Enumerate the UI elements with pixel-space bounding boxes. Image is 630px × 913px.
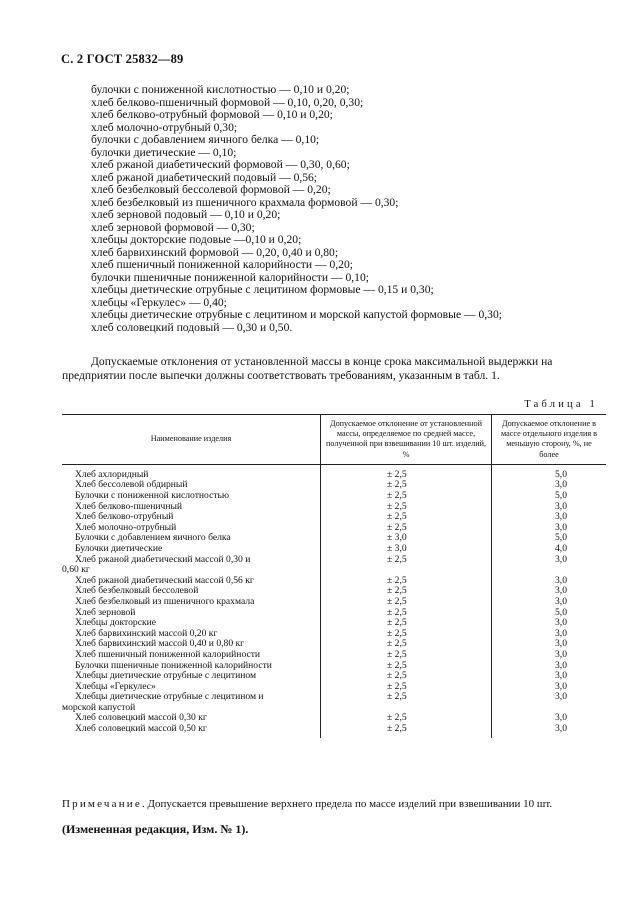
table-row xyxy=(62,597,606,608)
row-deviation-avg: ± 2,5 xyxy=(321,692,492,713)
list-item: хлеб ржаной диабетический подовый — 0,56; xyxy=(91,170,318,184)
row-deviation-avg: ± 2,5 xyxy=(321,491,492,502)
table-row xyxy=(62,464,606,480)
list-item: булочки пшеничные пониженной калорийности — 0,10; xyxy=(91,270,369,284)
table-note xyxy=(62,798,552,810)
row-deviation-single: 3,0 xyxy=(555,627,567,639)
row-deviation-single: 5,0 xyxy=(555,468,567,480)
table-row xyxy=(62,724,606,738)
row-deviation-single: 3,0 xyxy=(555,638,567,650)
row-name-text: Хлеб безбелковый бессолевой xyxy=(75,585,199,597)
row-deviation-avg: ± 2,5 xyxy=(321,618,492,629)
list-item: хлеб пшеничный пониженной калорийности — 0,20; xyxy=(91,258,353,271)
row-deviation-single: 3,0 xyxy=(555,500,567,512)
row-deviation-avg: ± 2,5 xyxy=(321,671,492,682)
list-item: хлеб барвихинский формовой — 0,20, 0,40 и 0,80; xyxy=(91,245,339,259)
row-name-text: Хлеб молочно-отрубный xyxy=(75,521,177,533)
row-deviation-avg: ± 2,5 xyxy=(321,555,492,576)
row-deviation-single: 3,0 xyxy=(555,659,567,671)
list-item: хлебцы диетические отрубные с лецитином и морской капустой формовые — 0,30; xyxy=(91,308,502,321)
row-name-text: Хлеб бессолевой обдирный xyxy=(75,479,188,491)
row-name xyxy=(62,555,321,576)
list-item: хлеб зерновой подовый — 0,10 и 0,20; xyxy=(91,208,281,221)
row-deviation-single: 3,0 xyxy=(555,680,567,692)
row-name-text: Хлебцы «Геркулес» xyxy=(75,680,156,692)
list-item: хлеб безбелковый из пшеничного крахмала формовой — 0,30; xyxy=(91,195,399,209)
row-name-continuation: 0,60 кг xyxy=(62,564,90,576)
row-deviation-avg: ± 2,5 xyxy=(321,650,492,661)
note-text: . Допускается превышение верхнего предела по массе изделий при взвешивании 10 шт. xyxy=(141,798,553,810)
row-deviation-single: 3,0 xyxy=(555,648,567,660)
row-deviation-avg: ± 2,5 xyxy=(321,661,492,672)
list-item: хлеб белково-пшеничный формовой — 0,10, 0,20, 0,30; xyxy=(91,95,364,109)
table-row xyxy=(62,692,606,713)
row-name-text: Хлеб барвихинский массой 0,20 кг xyxy=(75,627,218,639)
header-name: Наименование изделия xyxy=(62,415,321,465)
row-deviation-avg: ± 2,5 xyxy=(321,639,492,650)
list-item: булочки диетические — 0,10; xyxy=(91,145,237,159)
row-deviation-single: 3,0 xyxy=(555,553,567,565)
row-deviation-single: 3,0 xyxy=(555,585,567,597)
row-deviation-single: 3,0 xyxy=(555,574,567,586)
row-deviation-single: 5,0 xyxy=(555,490,567,501)
table-header-row xyxy=(62,415,606,465)
row-deviation-avg: ± 2,5 xyxy=(321,597,492,608)
row-deviation-avg: ± 2,5 xyxy=(321,713,492,724)
row-name-text: Хлебцы диетические отрубные с лецитином xyxy=(75,670,257,682)
list-item: хлеб безбелковый бессолевой формовой — 0,20; xyxy=(91,183,331,196)
row-name-text: Булочки с пониженной кислотностью xyxy=(75,490,230,501)
deviation-table xyxy=(62,414,606,738)
row-deviation-single: 5,0 xyxy=(555,532,567,544)
list-item: хлеб соловецкий подовый — 0,30 и 0,50. xyxy=(91,320,293,334)
list-item: булочки с пониженной кислотностью — 0,10 и 0,20; xyxy=(91,83,350,96)
row-deviation-single: 3,0 xyxy=(555,595,567,607)
row-name-text: Хлеб белково-отрубный xyxy=(75,511,174,523)
row-name-text: Булочки с добавлением яичного белка xyxy=(75,532,231,544)
list-item: хлеб ржаной диабетический формовой — 0,30, 0,60; xyxy=(91,158,350,171)
row-name-text: Хлебцы докторские xyxy=(75,617,157,629)
row-deviation-single: 3,0 xyxy=(555,691,567,703)
row-deviation-avg: ± 2,5 xyxy=(321,576,492,587)
row-name-text: Хлеб безбелковый из пшеничного крахмала xyxy=(75,595,255,607)
row-deviation-single: 3,0 xyxy=(555,712,567,724)
list-item: хлеб зерновой формовой — 0,30; xyxy=(91,220,255,234)
row-deviation-avg: ± 3,0 xyxy=(321,544,492,555)
row-name-text: Хлеб зерновой xyxy=(75,606,136,618)
row-deviation-avg: ± 3,0 xyxy=(321,533,492,544)
list-item: хлеб белково-отрубный формовой — 0,10 и 0,20; xyxy=(91,108,333,121)
row-name-continuation: морской капустой xyxy=(62,701,136,713)
page-header: С. 2 ГОСТ 25832—89 xyxy=(61,52,184,66)
row-name-text: Хлеб соловецкий массой 0,50 кг xyxy=(75,723,207,735)
list-item: булочки с добавлением яичного белка — 0,10; xyxy=(91,133,320,146)
row-name-text: Хлеб ржаной диабетический массой 0,30 и xyxy=(75,553,251,565)
row-deviation-avg: ± 2,5 xyxy=(321,480,492,491)
row-deviation-avg: ± 2,5 xyxy=(321,464,492,480)
row-deviation-avg: ± 2,5 xyxy=(321,608,492,619)
deviation-paragraph xyxy=(62,355,602,382)
row-name-text: Хлеб барвихинский массой 0,40 и 0,80 кг xyxy=(75,638,245,650)
table-caption: Таблица 1 xyxy=(524,399,598,410)
row-deviation-avg: ± 2,5 xyxy=(321,502,492,513)
row-deviation-avg: ± 2,5 xyxy=(321,512,492,523)
row-deviation-single: 3,0 xyxy=(555,521,567,533)
header-deviation-single: Допускаемое отклонение в массе отдельного изделия в меньшую сторону, %, не более xyxy=(492,415,607,465)
list-item: хлебцы докторские подовые —0,10 и 0,20; xyxy=(91,233,302,246)
paragraph-line-2: предприятии после выпечки должны соответствовать требованиям, указанным в табл. 1. xyxy=(62,368,500,382)
row-deviation-avg: ± 2,5 xyxy=(321,586,492,597)
list-item: хлебцы диетические отрубные с лецитином формовые — 0,15 и 0,30; xyxy=(91,283,434,296)
table-row xyxy=(62,555,606,576)
list-item: хлебцы «Геркулес» — 0,40; xyxy=(91,295,227,309)
row-name-text: Хлеб пшеничный пониженной калорийности xyxy=(75,648,261,660)
row-name-text: Булочки пшеничные пониженной калорийности xyxy=(75,659,272,671)
row-name-text: Хлеб соловецкий массой 0,30 кг xyxy=(75,712,207,724)
row-name-text: Хлеб белково-пшеничный xyxy=(75,500,183,512)
mass-list xyxy=(62,84,602,334)
row-deviation-avg: ± 2,5 xyxy=(321,629,492,640)
table-body xyxy=(62,464,606,737)
row-deviation-single: 3,0 xyxy=(555,617,567,629)
row-name-text: Хлеб ржаной диабетический массой 0,56 кг xyxy=(75,574,254,586)
paragraph-line-1: Допускаемые отклонения от установленной массы в конце срока максимальной выдержки на xyxy=(91,355,553,368)
row-name-text: Хлеб ахлоридный xyxy=(75,468,149,480)
row-name xyxy=(62,464,321,480)
row-deviation-single: 5,0 xyxy=(555,606,567,618)
row-deviation-avg: ± 2,5 xyxy=(321,523,492,534)
row-deviation-single: 3,0 xyxy=(555,723,567,735)
row-name xyxy=(62,724,321,738)
row-deviation-single: 4,0 xyxy=(555,542,567,554)
row-deviation-single: 3,0 xyxy=(555,511,567,523)
row-deviation-avg: ± 2,5 xyxy=(321,724,492,738)
row-deviation-single: 3,0 xyxy=(555,670,567,682)
row-name xyxy=(62,692,321,713)
note-label: Примечание xyxy=(62,798,142,810)
header-deviation-avg: Допускаемое отклонение от установленной массы, определяемое по средней массе, полученной при взвешивании 10 шт. изделий, % xyxy=(321,415,492,465)
row-deviation-single: 3,0 xyxy=(555,479,567,491)
list-item: хлеб молочно-отрубный 0,30; xyxy=(91,120,238,134)
row-deviation-avg: ± 2,5 xyxy=(321,682,492,693)
amendment-note: (Измененная редакция, Изм. № 1). xyxy=(62,822,249,836)
row-name-text: Хлебцы диетические отрубные с лецитином и xyxy=(75,691,264,703)
row-name-text: Булочки диетические xyxy=(75,542,163,554)
